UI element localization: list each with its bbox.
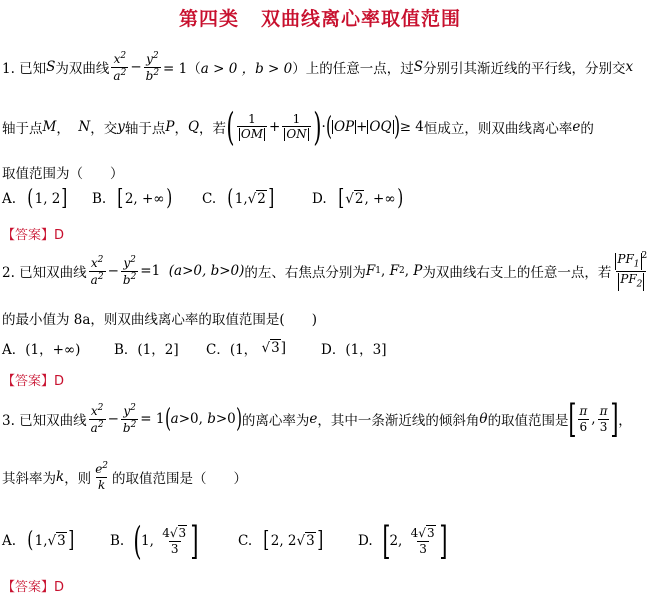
q1-var-y: y (117, 119, 125, 135)
q1-options (2, 188, 422, 210)
q2-frac-x: $\frac{x^2}{a^2}$ (90, 255, 104, 287)
q2-lead: 2. 已知双曲线 (2, 265, 87, 282)
q3-frac-ek: $\frac{e^2}{k}$ (95, 461, 109, 492)
q2-text: 的左、右焦点分别为 (244, 265, 366, 282)
q3-option-a: A. ( 1, √3 ] (2, 528, 75, 553)
q3-text: ，其中一条渐近线的倾斜角 (317, 413, 480, 429)
q1-var-m: M (42, 119, 57, 135)
q2-cond: (a>0, b>0) (168, 263, 245, 280)
q2-option-c: C．(1， √3 ] (206, 340, 286, 358)
q1-option-d: D. [ √2 , +∞ ) (312, 186, 403, 211)
q2-answer: 【答案】D (2, 374, 65, 389)
q1-line-2: 轴于点 M ， N ，交 y 轴于点 P ， Q ，若 ( $\frac{1}{OM}$ + $\frac{1}{ON}$ ) · ( OP + OQ ) ≥ 4 恒成立，则双曲线离心率 e 的 (2, 105, 594, 149)
q3-options (2, 519, 478, 563)
q1-frac-on: $\frac{1}{ON}$ (282, 113, 310, 142)
q1-line-1: 1. 已知 S 为双曲线 $\frac{x^2}{a^2}$ − $\frac{y^2}{b^2}$ = 1（ a > 0 ，b > 0 ）上的任意一点，过 S 分别引其渐近线的平行线，分别交 x (2, 51, 634, 83)
q1-frac-om: $\frac{1}{OM}$ (237, 113, 267, 142)
q2-frac-y: $\frac{y^2}{b^2}$ (122, 255, 137, 287)
q1-frac-x: $\frac{x^2}{a^2}$ (113, 51, 127, 83)
title-topic: 双曲线离心率取值范围 (261, 8, 462, 30)
q3-line-1: 3. 已知双曲线 $\frac{x^2}{a^2}$ − $\frac{y^2}{b^2}$ = 1 ( a >0, b >0 ) 的离心率为 e ，其中一条渐近线的倾斜角 θ 的取值范围是 [ $\frac{\pi}{6}$ , $\frac{\pi}{3}$ ] ， (2, 397, 632, 441)
q3-option-b: B. ( 1, $\frac{4√3}{3}$ ] (110, 519, 199, 563)
q3-frac-x: $\frac{x^2}{a^2}$ (90, 402, 104, 435)
q1-text: 轴于点 (124, 121, 166, 137)
q2-option-d: D．(1，3] (321, 342, 387, 358)
q1-var-s: S (46, 59, 56, 76)
q1-option-b: B. [ 2, +∞ ) (92, 186, 172, 211)
q3-frac-y: $\frac{y^2}{b^2}$ (122, 402, 137, 435)
q1-geq: ≥ 4 (399, 119, 424, 135)
q1-var-s: S (413, 59, 423, 76)
page-title (0, 4, 640, 31)
q2-line-2 (2, 308, 317, 328)
q3-line-2 (2, 462, 247, 491)
q3-text: 其斜率为 (2, 470, 56, 487)
q2-text: 为双曲线右支上的任意一点，若 (422, 265, 612, 282)
q1-text: ）上的任意一点，过 (292, 61, 414, 78)
q1-line-3 (2, 162, 124, 182)
q3-text: 的离心率为 (241, 413, 310, 429)
q1-text: ，若 (199, 121, 227, 137)
q2-options (2, 338, 421, 358)
q1-lead: 1. 已知 (2, 61, 47, 78)
q3-text: 的取值范围是 (487, 413, 569, 429)
q2-frac-pf: $\frac{PF_1^2}{PF_2}$ (617, 251, 648, 290)
q1-cond: a > 0 ，b > 0 (200, 61, 293, 78)
q1-text: 的 (580, 121, 594, 137)
q1-eq: = 1（ (163, 61, 201, 78)
q3-option-d: D. [ 2, $\frac{4√3}{3}$ ] (358, 519, 448, 563)
q1-var-e: e (572, 119, 581, 135)
q1-answer: 【答案】D (2, 228, 65, 243)
q1-text: 为双曲线 (55, 61, 110, 78)
q2-text: 的最小值为 8a，则双曲线离心率的取值范围是( ) (2, 312, 317, 328)
q1-text: ，交 (90, 121, 118, 137)
q1-var-q: Q (187, 119, 200, 135)
q2-line-1: 2. 已知双曲线 $\frac{x^2}{a^2}$ − $\frac{y^2}{b^2}$ =1 (a>0, b>0) 的左、右焦点分别为 F 1 , F 2 , P 为双曲线右支上的任意一点，若 $\frac{PF_1^2}{PF_2}$ (2, 251, 648, 290)
title-category: 第四类 (178, 8, 239, 30)
q1-option-a: A. ( 1, 2 ] (2, 186, 68, 211)
q1-text: 恒成立，则双曲线离心率 (423, 121, 573, 137)
q3-text: ，则 (64, 470, 92, 487)
q3-answer: 【答案】D (2, 580, 65, 595)
q1-text: 轴于点 (2, 121, 43, 137)
q1-var-p: P (165, 119, 175, 135)
q3-var-k: k (56, 468, 65, 485)
q1-text: 取值范围为（ ） (2, 166, 124, 182)
q3-option-c: C. [ 2, 2 √3 ] (238, 528, 324, 553)
q2-option-b: B．(1，2] (114, 342, 179, 358)
q1-text: 分别引其渐近线的平行线，分别交 (422, 61, 626, 78)
q3-lead: 3. 已知双曲线 (2, 413, 87, 429)
q1-var-x: x (625, 59, 634, 76)
q1-var-n: N (78, 119, 91, 135)
q1-option-c: C. ( 1, √2 ] (202, 186, 275, 211)
q1-frac-y: $\frac{y^2}{b^2}$ (145, 51, 160, 83)
q3-text: 的取值范围是（ ） (112, 470, 248, 487)
q2-option-a: A．(1，+∞) (2, 342, 81, 358)
